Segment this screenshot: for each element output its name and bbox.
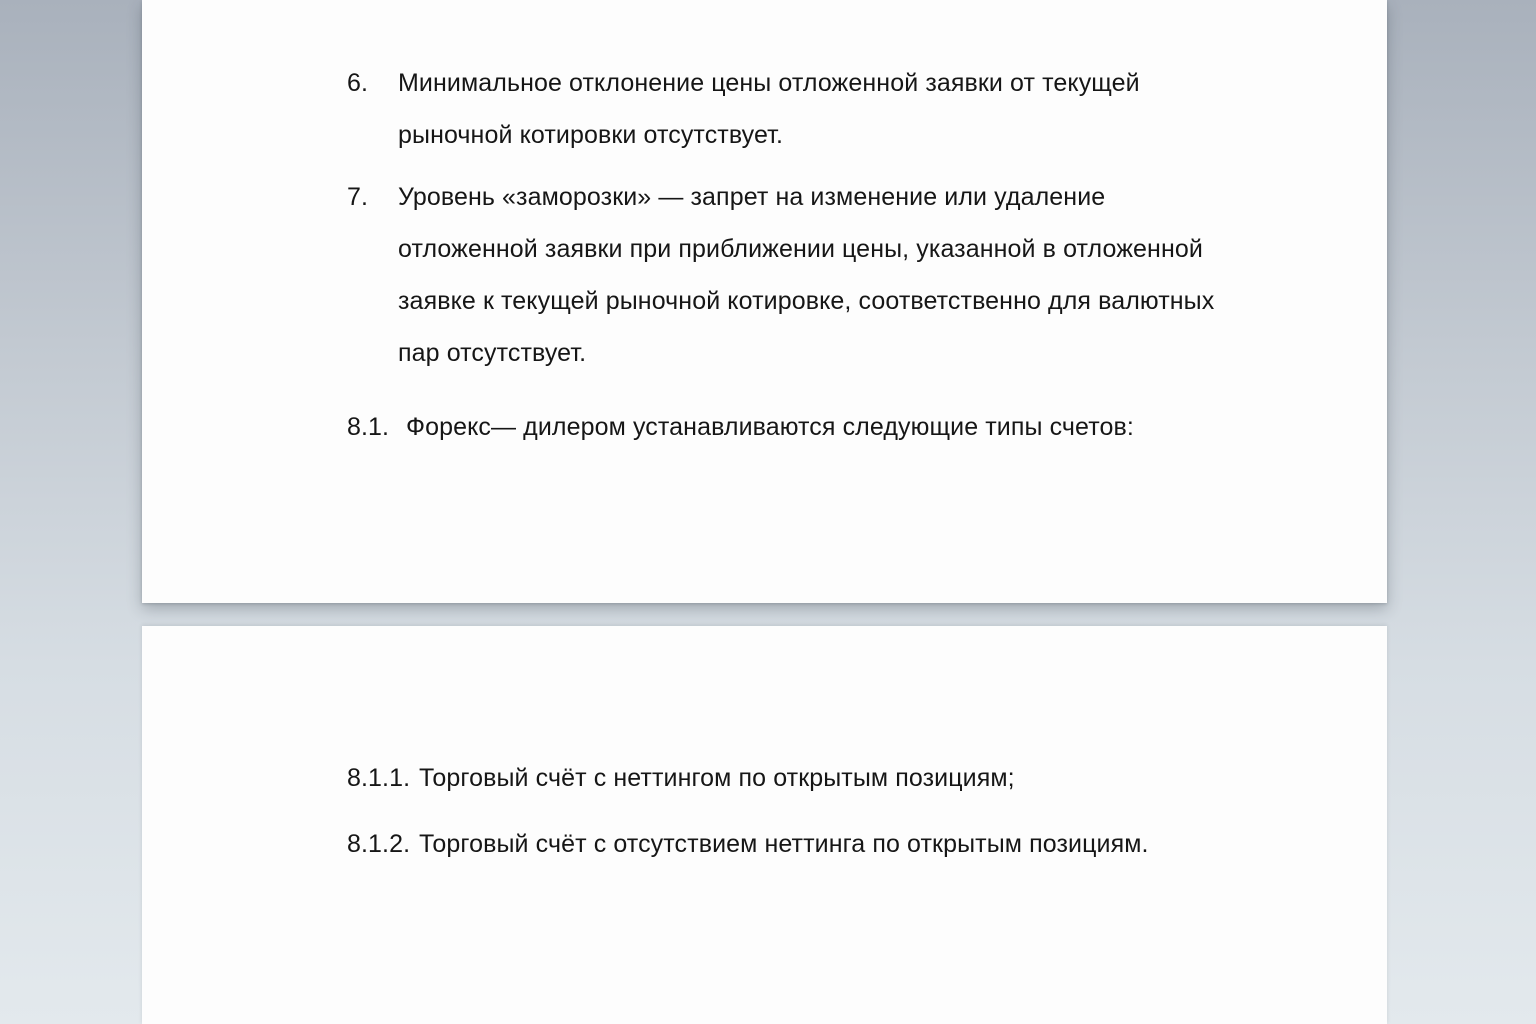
section-text bbox=[347, 401, 1297, 453]
subsection-text bbox=[347, 818, 1297, 870]
subsection-number: 8.1.1. bbox=[347, 764, 411, 792]
list-item-text bbox=[347, 57, 1297, 161]
list-item-number: 6. bbox=[347, 69, 369, 97]
subsection-8-1-2 bbox=[347, 818, 1297, 870]
text-line: Минимальное отклонение цены отложенной заявки от текущей bbox=[398, 69, 1140, 97]
document-page-2 bbox=[142, 626, 1387, 1024]
section-number: 8.1. bbox=[347, 413, 390, 441]
text-line: Торговый счёт с неттингом по открытым позициям; bbox=[419, 764, 1015, 792]
text-line: Уровень «заморозки» — запрет на изменение или удаление bbox=[398, 183, 1106, 211]
text-line: заявке к текущей рыночной котировке, соответственно для валютных bbox=[398, 287, 1215, 315]
list-item-text bbox=[347, 171, 1297, 379]
section-8-1 bbox=[347, 401, 1297, 453]
text-line: пар отсутствует. bbox=[398, 339, 587, 367]
list-item-number: 7. bbox=[347, 183, 369, 211]
list-item-6 bbox=[347, 57, 1297, 161]
text-line: рыночной котировки отсутствует. bbox=[398, 121, 783, 149]
text-line: Форекс— дилером устанавливаются следующие типы счетов: bbox=[406, 413, 1134, 441]
subsection-text bbox=[347, 752, 1297, 804]
document-page-1 bbox=[142, 0, 1387, 603]
subsection-number: 8.1.2. bbox=[347, 830, 411, 858]
text-line: Торговый счёт с отсутствием неттинга по открытым позициям. bbox=[419, 830, 1149, 858]
subsection-8-1-1 bbox=[347, 752, 1297, 804]
text-line: отложенной заявки при приближении цены, указанной в отложенной bbox=[398, 235, 1203, 263]
list-item-7 bbox=[347, 171, 1297, 379]
